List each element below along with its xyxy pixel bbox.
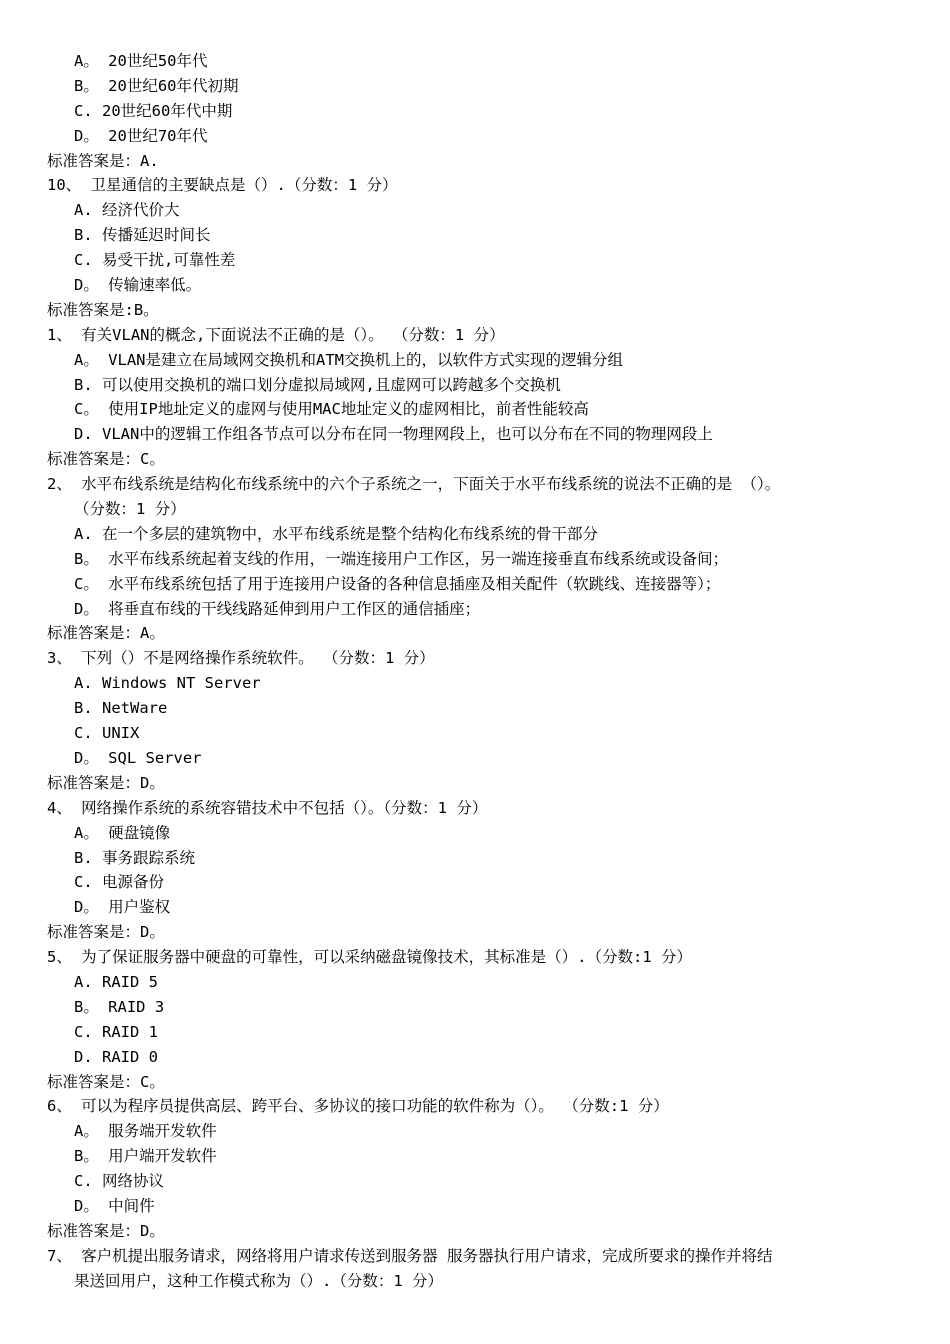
question-continuation: 果送回用户，这种工作模式称为（）.（分数：1 分） <box>74 1271 443 1290</box>
answer-text-row <box>0 1219 950 1244</box>
answer-text-row <box>0 621 950 646</box>
option-text: C. UNIX <box>74 724 140 743</box>
option-text: B. NetWare <box>74 699 168 718</box>
question-continuation: （分数：1 分） <box>74 500 186 519</box>
option-text: C. RAID 1 <box>74 1022 158 1041</box>
option-text-row <box>0 746 950 771</box>
option-text-row <box>0 348 950 373</box>
answer-text-row <box>0 771 950 796</box>
option-text: C. 网络协议 <box>74 1172 164 1191</box>
option-text: A. 经济代价大 <box>74 201 180 220</box>
option-text: D。 用户鉴权 <box>74 898 171 917</box>
option-text: B. 传播延迟时间长 <box>74 226 211 245</box>
option-text: B. 可以使用交换机的端口划分虚拟局域网,且虚网可以跨越多个交换机 <box>74 375 561 394</box>
option-text: C. 20世纪60年代中期 <box>74 101 233 120</box>
option-text: B. 事务跟踪系统 <box>74 848 195 867</box>
option-text: B。 水平布线系统起着支线的作用，一端连接用户工作区，另一端连接垂直布线系统或设备间； <box>74 549 729 568</box>
question-text-row <box>0 945 950 970</box>
option-text: D. VLAN中的逻辑工作组各节点可以分布在同一物理网段上，也可以分布在不同的物理网段上 <box>74 425 713 444</box>
question-text: 2、 水平布线系统是结构化布线系统中的六个子系统之一，下面关于水平布线系统的说法不正确的是 （）。 <box>47 475 781 494</box>
answer-text: 标准答案是：D。 <box>47 923 165 942</box>
option-text-row <box>0 597 950 622</box>
question-text-row <box>0 1244 950 1269</box>
question-continuation-row <box>0 497 950 522</box>
exam-document <box>0 49 950 1294</box>
option-text: A。 20世纪50年代 <box>74 52 208 70</box>
question-text: 4、 网络操作系统的系统容错技术中不包括（）。（分数：1 分） <box>47 798 488 817</box>
option-text-row <box>0 572 950 597</box>
option-text-row <box>0 74 950 99</box>
option-text: C. 电源备份 <box>74 873 164 892</box>
answer-text: 标准答案是：C。 <box>47 1072 165 1091</box>
option-text-row <box>0 995 950 1020</box>
question-text: 10、 卫星通信的主要缺点是（）.（分数：1 分） <box>47 176 398 195</box>
option-text: B。 RAID 3 <box>74 997 165 1016</box>
option-text-row <box>0 721 950 746</box>
option-text: A。 服务端开发软件 <box>74 1122 217 1141</box>
option-text-row <box>0 248 950 273</box>
answer-text: 标准答案是：D。 <box>47 773 165 792</box>
option-text: D。 中间件 <box>74 1196 155 1215</box>
option-text-row <box>0 1144 950 1169</box>
option-text-row <box>0 422 950 447</box>
option-text-row <box>0 1169 950 1194</box>
answer-text: 标准答案是：A。 <box>47 624 165 643</box>
option-text-row <box>0 198 950 223</box>
option-text-row <box>0 821 950 846</box>
question-text: 1、 有关VLAN的概念,下面说法不正确的是（）。 （分数：1 分） <box>47 325 505 344</box>
question-text-row <box>0 323 950 348</box>
option-text: C。 水平布线系统包括了用于连接用户设备的各种信息插座及相关配件（软跳线、连接器等）； <box>74 574 721 593</box>
option-text: D。 SQL Server <box>74 748 202 767</box>
answer-text: 标准答案是：D。 <box>47 1221 165 1240</box>
option-text: B。 用户端开发软件 <box>74 1147 217 1166</box>
answer-text: 标准答案是：C。 <box>47 450 165 469</box>
option-text: A。 硬盘镜像 <box>74 823 171 842</box>
option-text-row <box>0 397 950 422</box>
option-text: B。 20世纪60年代初期 <box>74 76 239 95</box>
answer-text-row <box>0 1070 950 1095</box>
question-text: 5、 为了保证服务器中硬盘的可靠性，可以采纳磁盘镜像技术，其标准是（）.（分数:1 分） <box>47 948 692 967</box>
answer-text-row <box>0 149 950 174</box>
option-text: C。 使用IP地址定义的虚网与使用MAC地址定义的虚网相比，前者性能较高 <box>74 400 589 419</box>
option-text: D. RAID 0 <box>74 1047 158 1066</box>
option-text-row <box>0 223 950 248</box>
option-text-row <box>0 547 950 572</box>
question-text-row <box>0 472 950 497</box>
question-text: 7、 客户机提出服务请求，网络将用户请求传送到服务器 服务器执行用户请求，完成所要求的操作并将结 <box>47 1246 773 1265</box>
option-text-row <box>0 124 950 149</box>
question-text-row <box>0 173 950 198</box>
option-text-row <box>0 696 950 721</box>
option-text-row <box>0 1020 950 1045</box>
option-text-row <box>0 99 950 124</box>
option-text-row <box>0 970 950 995</box>
option-text-row <box>0 1194 950 1219</box>
answer-text-row <box>0 920 950 945</box>
answer-text: 标准答案是:B。 <box>47 300 159 319</box>
option-text-row <box>0 49 950 74</box>
answer-text-row <box>0 447 950 472</box>
option-text: D。 将垂直布线的干线线路延伸到用户工作区的通信插座； <box>74 599 481 618</box>
option-text: A. Windows NT Server <box>74 674 261 693</box>
option-text-row <box>0 895 950 920</box>
question-text-row <box>0 796 950 821</box>
answer-text: 标准答案是：A. <box>47 151 159 170</box>
question-text: 3、 下列（）不是网络操作系统软件。 （分数：1 分） <box>47 649 435 668</box>
question-text-row <box>0 1094 950 1119</box>
question-text-row <box>0 646 950 671</box>
option-text-row <box>0 373 950 398</box>
option-text: A. RAID 5 <box>74 972 158 991</box>
option-text-row <box>0 846 950 871</box>
option-text-row <box>0 870 950 895</box>
option-text: D。 传输速率低。 <box>74 276 202 295</box>
option-text: D。 20世纪70年代 <box>74 126 208 145</box>
option-text: A. 在一个多层的建筑物中，水平布线系统是整个结构化布线系统的骨干部分 <box>74 524 598 543</box>
question-text: 6、 可以为程序员提供高层、跨平台、多协议的接口功能的软件称为（）。 （分数:1 分） <box>47 1097 669 1116</box>
option-text: A。 VLAN是建立在局域网交换机和ATM交换机上的，以软件方式实现的逻辑分组 <box>74 350 623 369</box>
option-text-row <box>0 1119 950 1144</box>
option-text-row <box>0 671 950 696</box>
option-text-row <box>0 1045 950 1070</box>
answer-text-row <box>0 298 950 323</box>
option-text-row <box>0 522 950 547</box>
question-continuation-row <box>0 1269 950 1294</box>
option-text: C. 易受干扰,可靠性差 <box>74 251 236 270</box>
option-text-row <box>0 273 950 298</box>
